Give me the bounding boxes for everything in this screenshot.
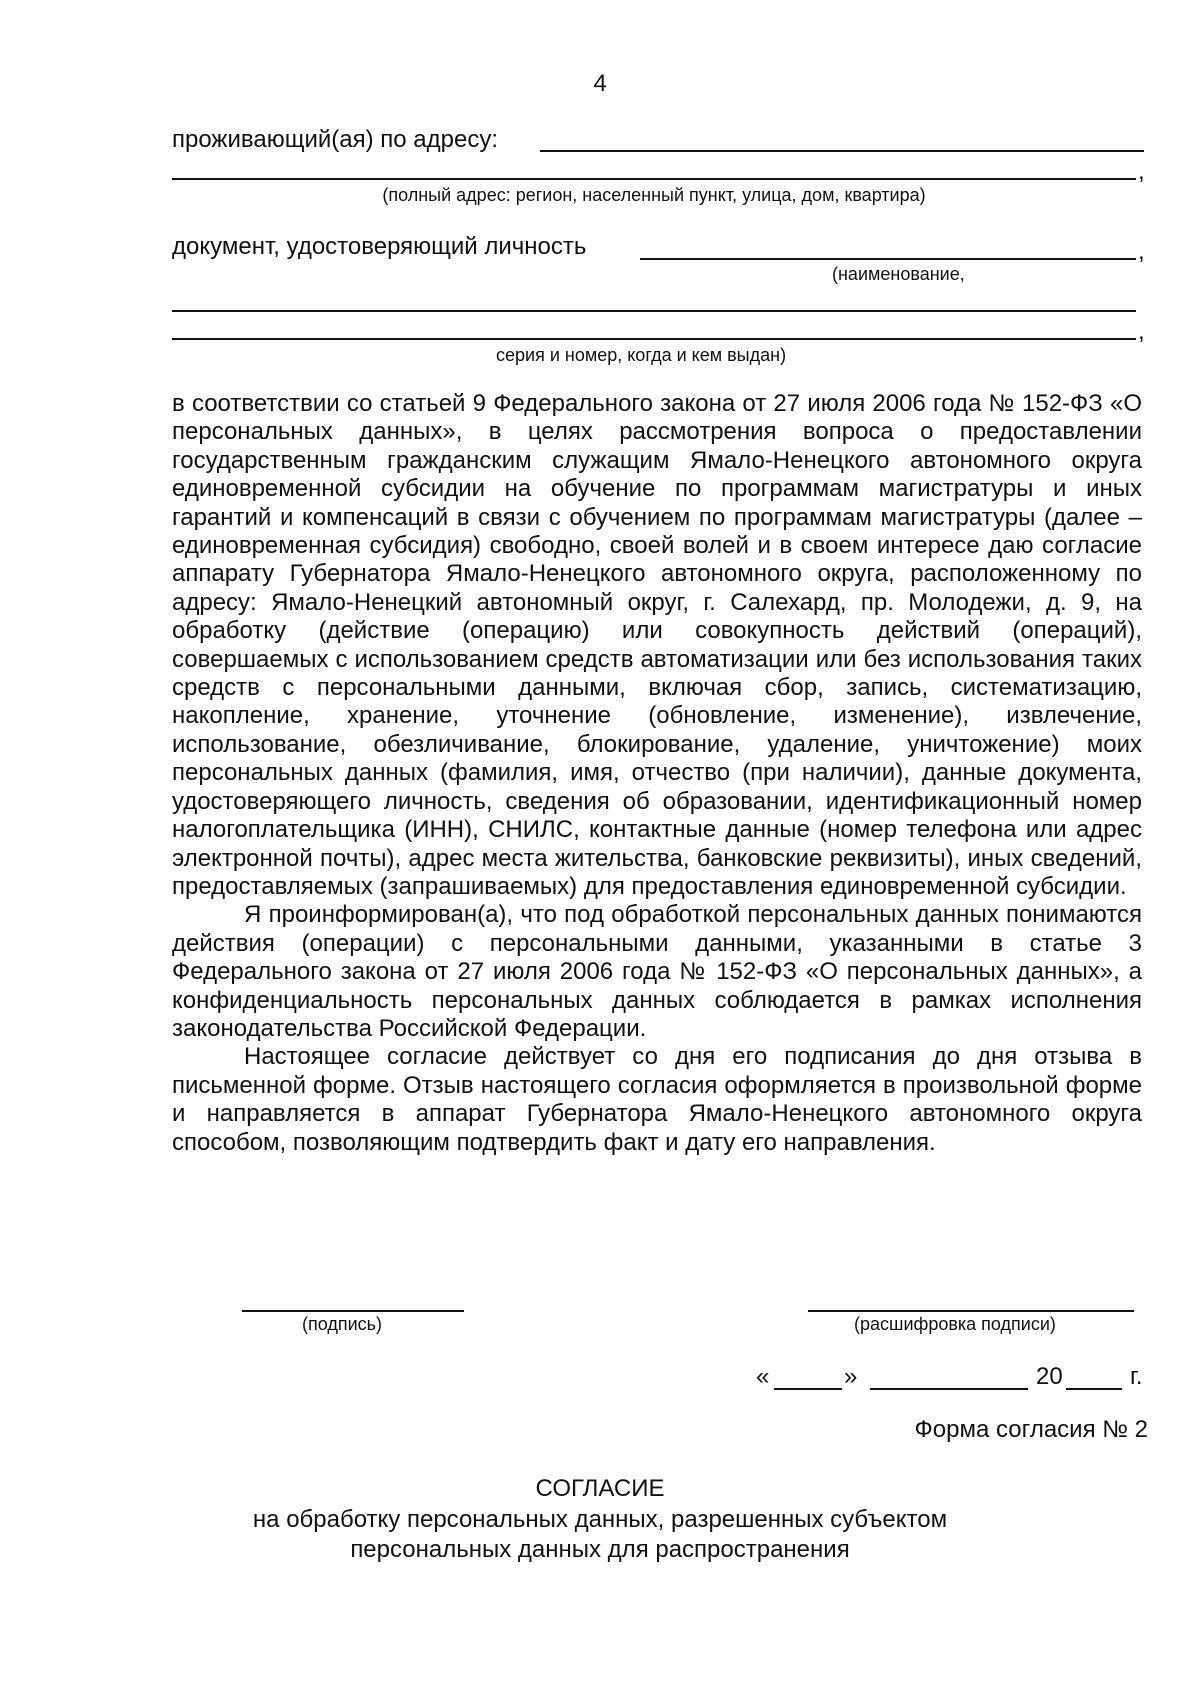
address-field-line-2[interactable] [172, 178, 1136, 180]
identity-document-field-line-3[interactable] [172, 338, 1136, 340]
date-month-field[interactable] [870, 1388, 1028, 1390]
next-section-title: СОГЛАСИЕ [535, 1475, 665, 1502]
address-hint: (полный адрес: регион, населенный пункт, улица, дом, квартира) [382, 185, 926, 205]
next-section-subtitle-1: на обработку персональных данных, разрешенных субъектом [252, 1506, 948, 1533]
signature-decryption-line[interactable] [808, 1310, 1134, 1312]
signature-line[interactable] [242, 1310, 464, 1312]
address-comma: , [1138, 158, 1145, 185]
identity-document-hint-details: серия и номер, когда и кем выдан) [496, 345, 787, 365]
consent-paragraph-2: Я проинформирован(а), что под обработкой персональных данных понимаются действия (операции) с персональными данными, указанными в статье 3 Федерального закона от 27 июля 2006 года № 152-ФЗ «О персональных данных», а конфиденциальность персональных данных соблюдается в рамках исполнения законодательства Российской Федерации. [172, 901, 1142, 1042]
date-year-suffix: г. [1130, 1363, 1143, 1390]
consent-body [172, 390, 1142, 1157]
next-section-subtitle-2: персональных данных для распространения [350, 1536, 850, 1563]
identity-document-comma-1: , [1138, 238, 1145, 265]
date-open-quote: « [756, 1363, 770, 1390]
form-number-label: Форма согласия № 2 [914, 1416, 1148, 1443]
signature-label: (подпись) [302, 1314, 383, 1334]
date-day-field[interactable] [774, 1388, 842, 1390]
date-year-field[interactable] [1066, 1388, 1122, 1390]
identity-document-hint-name: (наименование, [832, 264, 965, 284]
page-number: 4 [593, 70, 607, 97]
signature-decryption-label: (расшифровка подписи) [854, 1314, 1056, 1334]
date-close-quote: » [844, 1363, 858, 1390]
identity-document-comma-2: , [1138, 318, 1145, 345]
address-label: проживающий(ая) по адресу: [172, 126, 498, 153]
identity-document-field-line-2[interactable] [172, 310, 1136, 312]
identity-document-label: документ, удостоверяющий личность [172, 233, 587, 260]
consent-paragraph-3: Настоящее согласие действует со дня его подписания до дня отзыва в письменной форме. Отзыв настоящего согласия оформляется в произвольной форме и направляется в аппарат Губернатора Ямало-Ненецкого автономного округа способом, позволяющим подтвердить факт и дату его направления. [172, 1043, 1142, 1156]
identity-document-field-line-1[interactable] [640, 258, 1136, 260]
address-field-line-1[interactable] [540, 150, 1144, 152]
consent-paragraph-1: в соответствии со статьей 9 Федерального закона от 27 июля 2006 года № 152-ФЗ «О персональных данных», в целях рассмотрения вопроса о предоставлении государственным гражданским служащим Ямало-Ненецкого автономного округа единовременной субсидии на обучение по программам магистратуры и иных гарантий и компенсаций в связи с обучением по программам магистратуры (далее – единовременная субсидия) свободно, своей волей и в своем интересе даю согласие аппарату Губернатора Ямало-Ненецкого автономного округа, расположенному по адресу: Ямало-Ненецкий автономный округ, г. Салехард, пр. Молодежи, д. 9, на обработку (действие (операцию) или совокупность действий (операций), совершаемых с использованием средств автоматизации или без использования таких средств с персональными данными, включая сбор, запись, систематизацию, накопление, хранение, уточнение (обновление, изменение), извлечение, использование, обезличивание, блокирование, удаление, уничтожение) моих персональных данных (фамилия, имя, отчество (при наличии), данные документа, удостоверяющего личность, сведения об образовании, идентификационный номер налогоплательщика (ИНН), СНИЛС, контактные данные (номер телефона или адрес электронной почты), адрес места жительства, банковские реквизиты), иных сведений, предоставляемых (запрашиваемых) для предоставления единовременной субсидии. [172, 390, 1142, 900]
date-year-prefix: 20 [1036, 1363, 1063, 1390]
